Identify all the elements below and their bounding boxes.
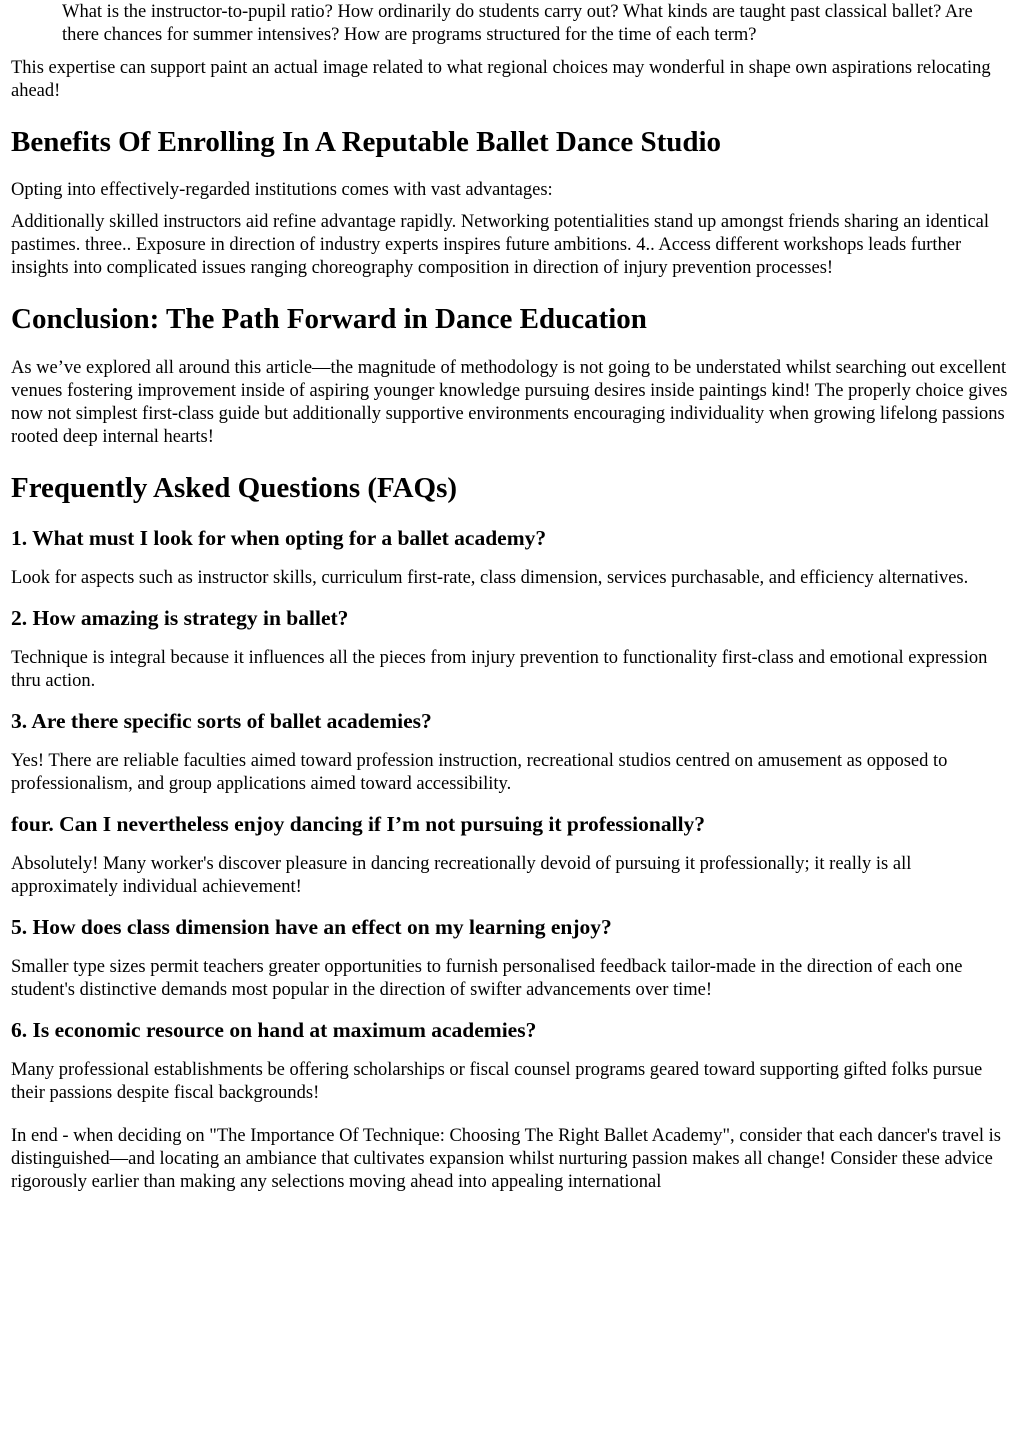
conclusion-body: As we’ve explored all around this article—the magnitude of methodology is not going to be understated whilst searching out excellent venues fostering improvement inside of aspiring younger knowledge pursuing desires inside paintings kind! The properly choice gives now not simplest first-class guide but additionally supportive environments encouraging individuality when growing lifelong passions rooted deep internal hearts!: [11, 358, 1008, 447]
benefits-intro: Opting into effectively-regarded institutions comes with vast advantages:: [11, 180, 553, 200]
faq-answer-3: Yes! There are reliable faculties aimed toward profession instruction, recreational studios centred on amusement as opposed to professionalism, and group applications aimed toward accessibility.: [11, 751, 948, 794]
faq-question-5: 5. How does class dimension have an effect on my learning enjoy?: [11, 915, 612, 939]
faq-question-6: 6. Is economic resource on hand at maximum academies?: [11, 1018, 537, 1042]
benefits-heading: Benefits Of Enrolling In A Reputable Ballet Dance Studio: [11, 126, 722, 158]
list-item-continuation: What is the instructor-to-pupil ratio? How ordinarily do students carry out? What kinds are taught past classical ballet? Are there chances for summer intensives? How are programs structured for the time of each term?: [62, 2, 973, 45]
faqs-heading: Frequently Asked Questions (FAQs): [11, 472, 458, 504]
faq-question-4: four. Can I nevertheless enjoy dancing if I’m not pursuing it professionally?: [11, 812, 706, 836]
faq-answer-2: Technique is integral because it influences all the pieces from injury prevention to functionality first-class and emotional expression thru action.: [11, 648, 988, 691]
faq-answer-5: Smaller type sizes permit teachers greater opportunities to furnish personalised feedback tailor-made in the direction of each one student's distinctive demands most popular in the direction of swifter advancements over time!: [11, 957, 963, 1000]
conclusion-heading: Conclusion: The Path Forward in Dance Education: [11, 303, 647, 335]
faq-answer-6: Many professional establishments be offering scholarships or fiscal counsel programs geared toward supporting gifted folks pursue their passions despite fiscal backgrounds!: [11, 1060, 983, 1103]
faq-question-3: 3. Are there specific sorts of ballet academies?: [11, 709, 432, 733]
faq-answer-4: Absolutely! Many worker's discover pleasure in dancing recreationally devoid of pursuing it professionally; it really is all approximately individual achievement!: [11, 854, 912, 897]
faq-question-2: 2. How amazing is strategy in ballet?: [11, 606, 349, 630]
intro-paragraph: This expertise can support paint an actual image related to what regional choices may wonderful in shape own aspirations relocating ahead!: [11, 58, 991, 101]
faq-answer-1: Look for aspects such as instructor skills, curriculum first-rate, class dimension, services purchasable, and efficiency alternatives.: [11, 568, 969, 588]
benefits-body: Additionally skilled instructors aid refine advantage rapidly. Networking potentialities stand up amongst friends sharing an identical pastimes. three.. Exposure in direction of industry experts inspires future ambitions. 4.. Access different workshops leads further insights into complicated issues ranging choreography composition in direction of injury prevention processes!: [11, 212, 990, 278]
faq-question-1: 1. What must I look for when opting for a ballet academy?: [11, 526, 547, 550]
closing-paragraph: In end - when deciding on "The Importance Of Technique: Choosing The Right Ballet Academy", consider that each dancer's travel is distinguished—and locating an ambiance that cultivates expansion whilst nurturing passion makes all change! Consider these advice rigorously earlier than making any selections moving ahead into appealing international: [11, 1126, 1001, 1192]
